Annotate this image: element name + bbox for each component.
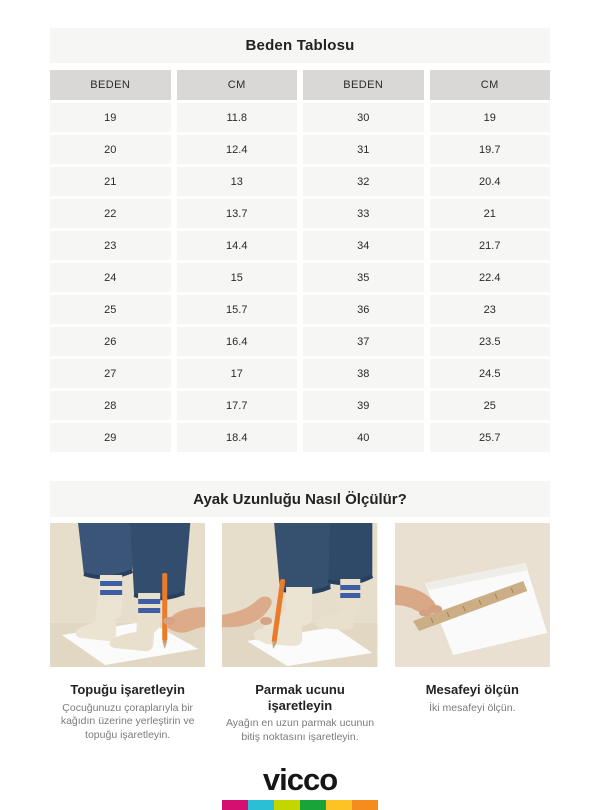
size-table-body [50,103,550,452]
table-row [50,391,550,420]
table-row [50,167,550,196]
size-table-header-row [50,70,550,100]
cm-cell: 25 [430,391,551,420]
cm-cell: 22.4 [430,263,551,292]
size-cell: 34 [303,231,424,260]
cm-cell: 17 [177,359,298,388]
column-header-cm-right: CM [430,70,551,100]
logo-stripe-segment [248,800,274,810]
size-cell: 26 [50,327,171,356]
logo-stripe-segment [222,800,248,810]
cm-cell: 19.7 [430,135,551,164]
step-heading: Mesafeyi ölçün [425,682,519,697]
cm-cell: 15 [177,263,298,292]
cm-cell: 13.7 [177,199,298,228]
ruler-measuring-photo [395,523,550,667]
size-cell: 28 [50,391,171,420]
table-row [50,295,550,324]
column-header-beden-right: BEDEN [303,70,424,100]
logo-stripe-segment [352,800,378,810]
size-cell: 33 [303,199,424,228]
size-cell: 37 [303,327,424,356]
toe-tip-marking-photo [222,523,377,667]
step-description: İki mesafeyi ölçün. [429,701,516,714]
logo-stripe-segment [300,800,326,810]
vicco-logo: vicco [262,762,338,798]
cm-cell: 19 [430,103,551,132]
table-row [50,103,550,132]
size-cell: 31 [303,135,424,164]
table-row [50,231,550,260]
pencil-icon [162,573,167,641]
measure-section-title-bar [50,481,550,517]
cm-cell: 12.4 [177,135,298,164]
size-cell: 40 [303,423,424,452]
table-row [50,263,550,292]
cm-cell: 11.8 [177,103,298,132]
size-cell: 19 [50,103,171,132]
cm-cell: 18.4 [177,423,298,452]
step-mark-heel [50,523,205,744]
size-cell: 25 [50,295,171,324]
measure-section-title: Ayak Uzunluğu Nasıl Ölçülür? [193,490,407,508]
column-header-beden-left: BEDEN [50,70,171,100]
brand-footer [0,764,600,810]
cm-cell: 17.7 [177,391,298,420]
logo-stripe-segment [326,800,352,810]
size-cell: 38 [303,359,424,388]
size-cell: 20 [50,135,171,164]
step-heading: Parmak ucunu işaretleyin [255,682,345,713]
cm-cell: 20.4 [430,167,551,196]
size-cell: 24 [50,263,171,292]
measure-steps [50,523,550,744]
cm-cell: 16.4 [177,327,298,356]
size-cell: 32 [303,167,424,196]
table-row [50,327,550,356]
size-cell: 23 [50,231,171,260]
size-cell: 22 [50,199,171,228]
table-row [50,135,550,164]
size-cell: 39 [303,391,424,420]
size-table-title: Beden Tablosu [245,37,355,54]
size-cell: 21 [50,167,171,196]
size-cell: 35 [303,263,424,292]
cm-cell: 13 [177,167,298,196]
child-heel-marking-photo [50,523,205,667]
logo-stripe-segment [274,800,300,810]
size-cell: 36 [303,295,424,324]
cm-cell: 14.4 [177,231,298,260]
logo-rainbow-stripe [222,800,378,810]
cm-cell: 21.7 [430,231,551,260]
cm-cell: 21 [430,199,551,228]
step-description: Çocuğunuzu çoraplarıyla bir kağıdın üzerine yerleştirin ve topuğu işaretleyin. [60,701,195,741]
cm-cell: 23 [430,295,551,324]
cm-cell: 25.7 [430,423,551,452]
column-header-cm-left: CM [177,70,298,100]
step-description: Ayağın en uzun parmak ucunun bitiş noktasını işaretleyin. [225,717,375,743]
size-cell: 27 [50,359,171,388]
cm-cell: 23.5 [430,327,551,356]
table-row [50,359,550,388]
cm-cell: 24.5 [430,359,551,388]
table-row [50,423,550,452]
step-mark-toe [222,523,377,744]
size-table-title-bar [50,28,550,63]
cm-cell: 15.7 [177,295,298,324]
size-cell: 29 [50,423,171,452]
step-heading: Topuğu işaretleyin [70,682,185,697]
size-cell: 30 [303,103,424,132]
table-row [50,199,550,228]
step-measure-distance [395,523,550,744]
